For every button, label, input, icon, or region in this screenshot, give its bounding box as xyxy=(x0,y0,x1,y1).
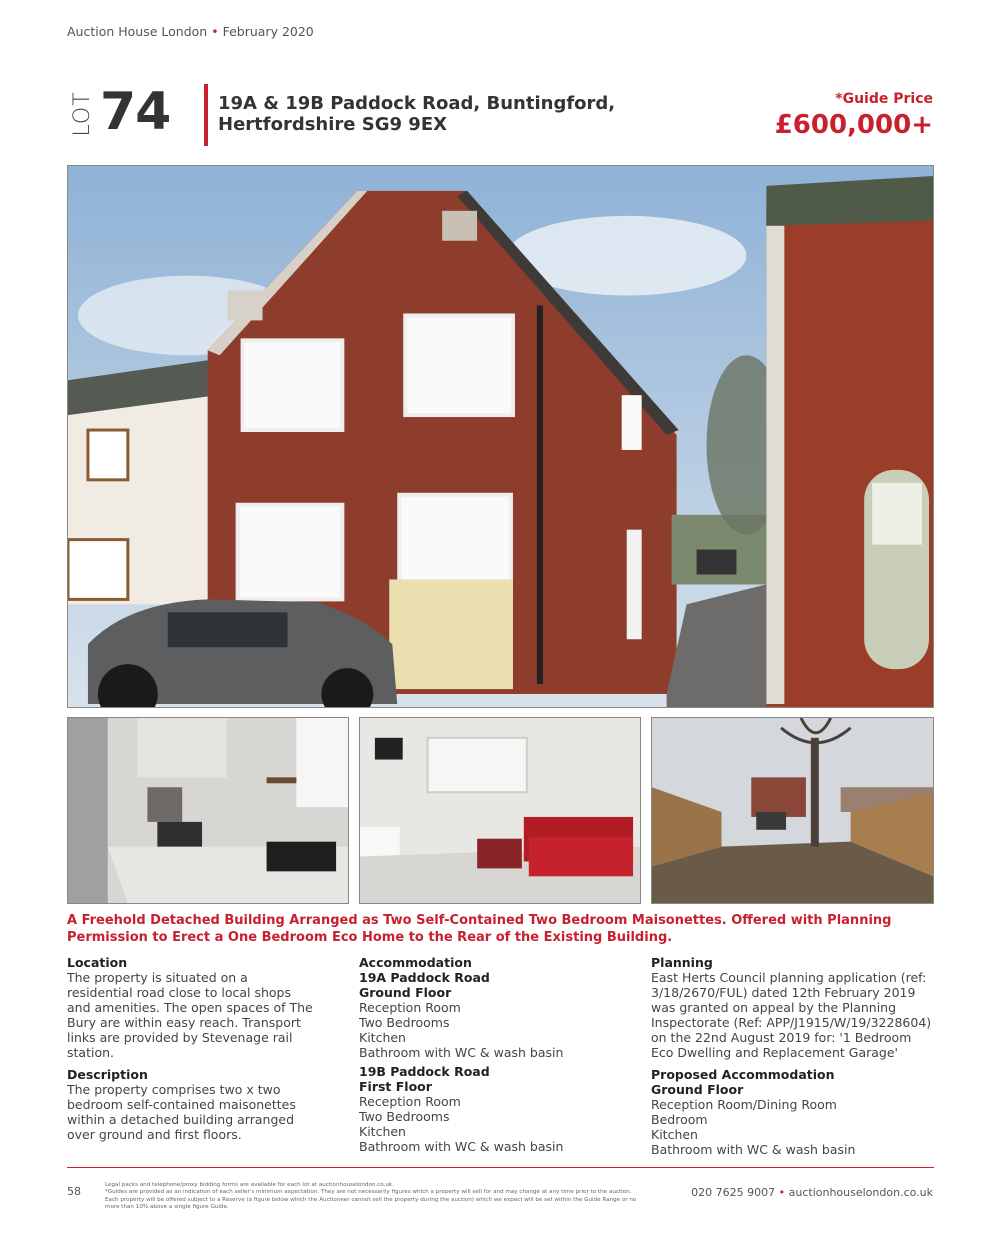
unit-name: 19A Paddock Road xyxy=(359,970,490,985)
kitchen-photo xyxy=(67,717,349,904)
phone-number[interactable]: 020 7625 9007 xyxy=(691,1186,776,1199)
unit-floor: Ground Floor xyxy=(359,985,452,1000)
legal-notice xyxy=(105,1182,645,1212)
main-exterior-photo xyxy=(67,165,934,708)
location-heading: Location xyxy=(67,955,128,970)
living-room-image xyxy=(360,718,640,903)
contact-info xyxy=(691,1186,933,1199)
lot-label: LOT xyxy=(69,91,95,137)
unit-name: 19B Paddock Road xyxy=(359,1064,490,1079)
description-heading: Description xyxy=(67,1067,148,1082)
headline: A Freehold Detached Building Arranged as Two Self-Contained Two Bedroom Maisonettes. Offered with Planning Permission to Erect a One Bedroom Eco Home to the Rear of the Existing Building. xyxy=(67,913,892,945)
footer-divider xyxy=(67,1167,934,1168)
room-item: Two Bedrooms xyxy=(359,1109,450,1124)
room-item: Reception Room xyxy=(359,1094,461,1109)
unit-floor: First Floor xyxy=(359,1079,432,1094)
room-item: Kitchen xyxy=(359,1030,406,1045)
room-item: Two Bedrooms xyxy=(359,1015,450,1030)
proposed-floor: Ground Floor xyxy=(651,1082,744,1097)
exterior-image xyxy=(68,166,933,707)
planning-text: East Herts Council planning application (ref: 3/18/2670/FUL) dated 12th February 2019 was granted on appeal by the Planning Inspectorate (Ref: APP/J1915/W/19/3228604) on the 22nd August 2019 for: '1 Bedroom Eco Dwelling and Replacement Garage' xyxy=(651,970,932,1060)
room-item: Bathroom with WC & wash basin xyxy=(359,1139,564,1154)
guide-price-value: £600,000+ xyxy=(774,110,933,140)
description-text: The property comprises two x two bedroom self-contained maisonettes within a detached building arranged over ground and first floors. xyxy=(67,1082,296,1142)
kitchen-image xyxy=(68,718,348,903)
property-address xyxy=(218,93,638,135)
legal-line-2: *Guides are provided as an indication of each seller's minimum expectation. They are not necessarily figures which a property will sell for and may change at any time prior to the auction. Each property will be offered subject to a Reserve (a figure below which the Auctioneer cannot sell the property during the auction) which we expect will be set within the Guide Range or no more than 10% above a single figure Guide. xyxy=(105,1189,637,1211)
room-item: Bathroom with WC & wash basin xyxy=(651,1142,856,1157)
rear-garden-image xyxy=(652,718,933,903)
room-item: Kitchen xyxy=(359,1124,406,1139)
publisher-name: Auction House London xyxy=(67,24,208,39)
location-description-column xyxy=(67,955,317,1142)
room-item: Bedroom xyxy=(651,1112,708,1127)
room-item: Kitchen xyxy=(651,1127,698,1142)
planning-heading: Planning xyxy=(651,955,713,970)
title-divider xyxy=(204,84,208,146)
accommodation-column xyxy=(359,955,629,1154)
legal-line-1: Legal packs and telephone/proxy bidding forms are available for each lot at auctionhouselondon.co.uk. xyxy=(105,1182,394,1188)
address-line-1: 19A & 19B Paddock Road, Buntingford, xyxy=(218,93,616,114)
publication-date: February 2020 xyxy=(222,24,314,39)
header-separator: • xyxy=(211,24,219,39)
lot-number: 74 xyxy=(100,82,171,142)
page-number: 58 xyxy=(67,1185,81,1198)
website-link[interactable]: auctionhouselondon.co.uk xyxy=(788,1186,933,1199)
address-line-2: Hertfordshire SG9 9EX xyxy=(218,114,447,135)
rear-garden-photo xyxy=(651,717,934,904)
room-item: Reception Room/Dining Room xyxy=(651,1097,837,1112)
guide-price-label: *Guide Price xyxy=(835,91,933,107)
proposed-heading: Proposed Accommodation xyxy=(651,1067,835,1082)
location-text: The property is situated on a residential road close to local shops and amenities. The open spaces of The Bury are within easy reach. Transport links are provided by Stevenage rail station. xyxy=(67,970,313,1060)
planning-column xyxy=(651,955,934,1157)
accommodation-heading: Accommodation xyxy=(359,955,472,970)
contact-separator: • xyxy=(778,1186,786,1199)
living-room-photo xyxy=(359,717,641,904)
room-item: Reception Room xyxy=(359,1000,461,1015)
publication-header xyxy=(67,24,314,39)
room-item: Bathroom with WC & wash basin xyxy=(359,1045,564,1060)
